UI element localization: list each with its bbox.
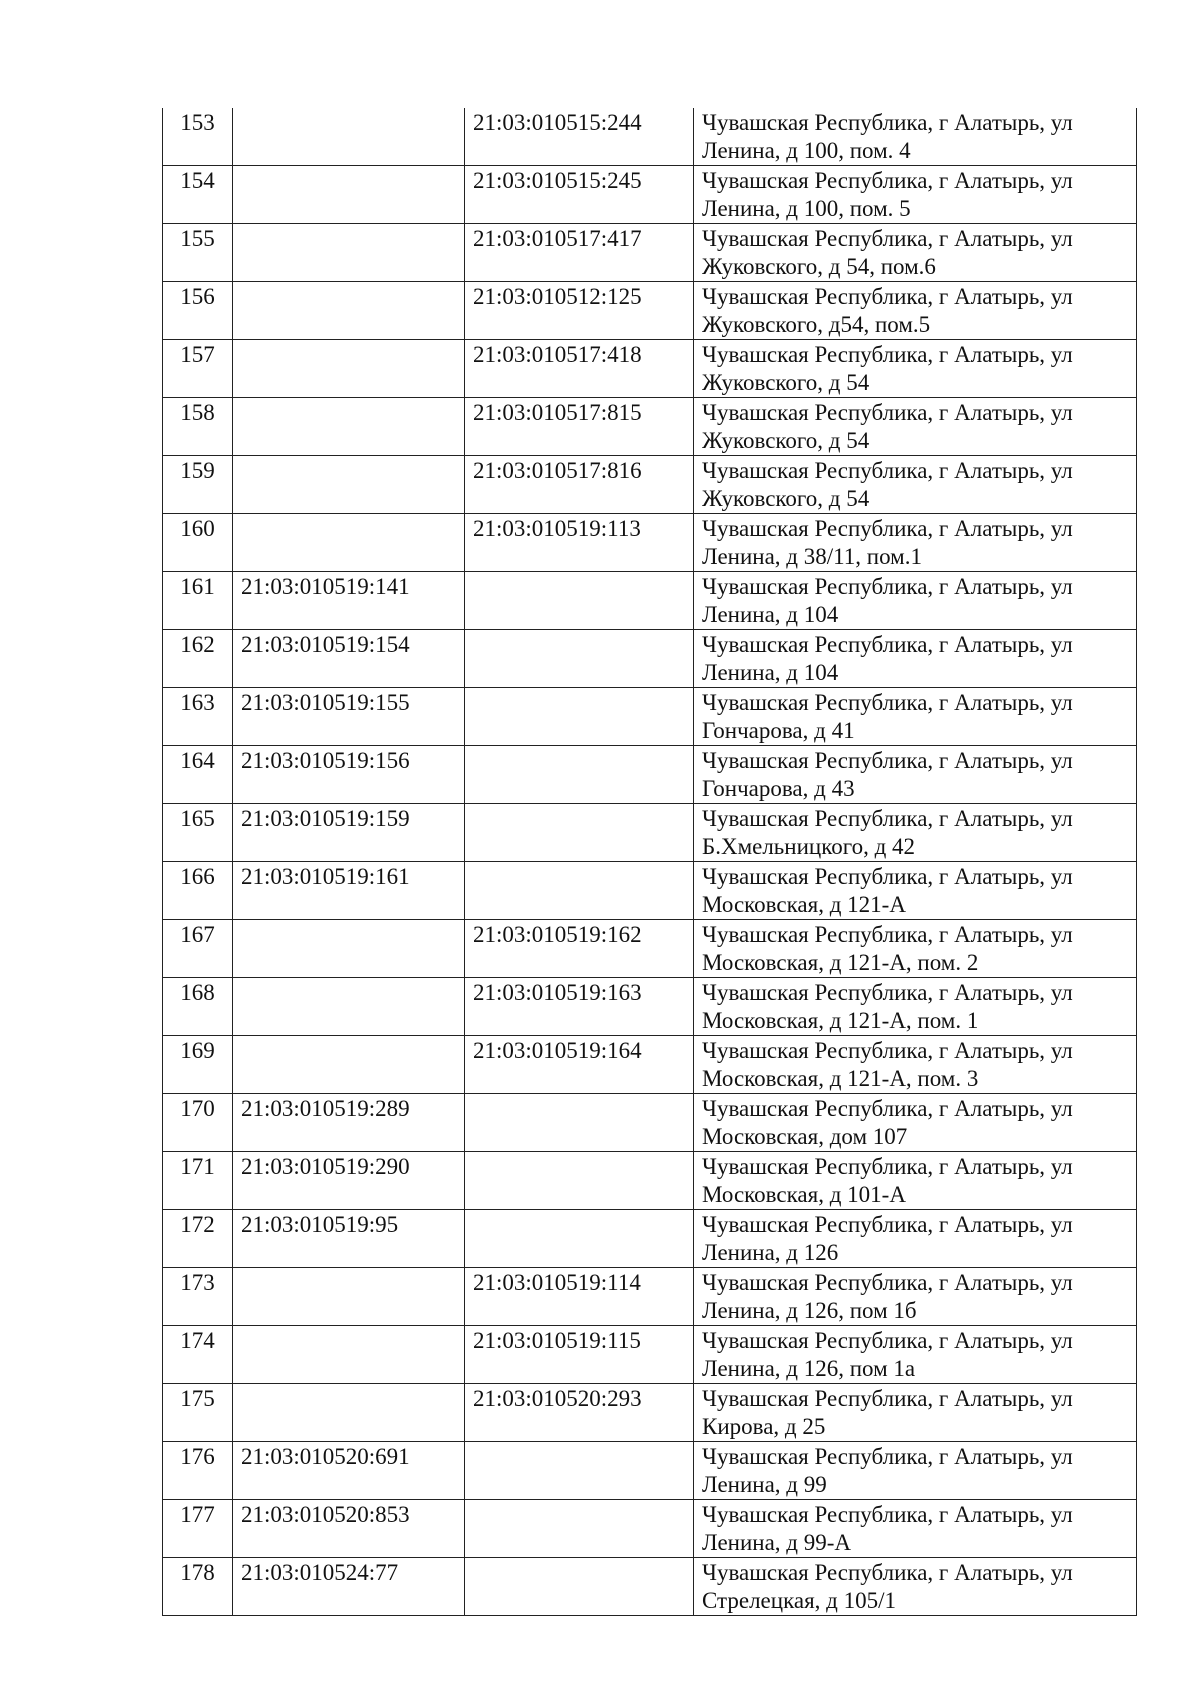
address-cell (694, 978, 1137, 1036)
address-cell (694, 746, 1137, 804)
table-row (163, 166, 1137, 224)
premise-cadastral-number-cell (465, 688, 694, 746)
row-number-cell: 178 (163, 1558, 233, 1616)
address-line: Жуковского, д 54 (702, 370, 870, 395)
premise-cadastral-number-cell (465, 1558, 694, 1616)
premise-cadastral-number-cell: 21:03:010519:113 (465, 514, 694, 572)
table-row (163, 920, 1137, 978)
address-cell (694, 804, 1137, 862)
table-row (163, 1152, 1137, 1210)
premise-cadastral-number-cell (465, 1500, 694, 1558)
address-line: Чувашская Республика, г Алатырь, ул (702, 168, 1073, 193)
address-line: Московская, д 121-А, пом. 1 (702, 1008, 979, 1033)
address-line: Ленина, д 126, пом 1а (702, 1356, 916, 1381)
address-line: Чувашская Республика, г Алатырь, ул (702, 400, 1073, 425)
land-cadastral-number-cell (233, 456, 465, 514)
land-cadastral-number-cell: 21:03:010519:154 (233, 630, 465, 688)
row-number-cell: 175 (163, 1384, 233, 1442)
land-cadastral-number-cell: 21:03:010519:290 (233, 1152, 465, 1210)
table-row (163, 978, 1137, 1036)
row-number-cell: 177 (163, 1500, 233, 1558)
address-line: Ленина, д 104 (702, 660, 839, 685)
premise-cadastral-number-cell (465, 572, 694, 630)
land-cadastral-number-cell (233, 340, 465, 398)
row-number-cell: 176 (163, 1442, 233, 1500)
table-row (163, 1442, 1137, 1500)
row-number-cell: 163 (163, 688, 233, 746)
land-cadastral-number-cell: 21:03:010519:289 (233, 1094, 465, 1152)
land-cadastral-number-cell: 21:03:010520:691 (233, 1442, 465, 1500)
address-line: Стрелецкая, д 105/1 (702, 1588, 897, 1613)
address-line: Чувашская Республика, г Алатырь, ул (702, 1212, 1073, 1237)
table-row (163, 804, 1137, 862)
row-number-cell: 162 (163, 630, 233, 688)
table-row (163, 1558, 1137, 1616)
address-line: Чувашская Республика, г Алатырь, ул (702, 632, 1073, 657)
premise-cadastral-number-cell: 21:03:010519:115 (465, 1326, 694, 1384)
address-line: Чувашская Республика, г Алатырь, ул (702, 1038, 1073, 1063)
property-register-table (162, 108, 1137, 1616)
address-line: Чувашская Республика, г Алатырь, ул (702, 1386, 1073, 1411)
address-line: Ленина, д 100, пом. 4 (702, 138, 911, 163)
row-number-cell: 171 (163, 1152, 233, 1210)
premise-cadastral-number-cell (465, 1442, 694, 1500)
premise-cadastral-number-cell: 21:03:010517:816 (465, 456, 694, 514)
land-cadastral-number-cell (233, 1036, 465, 1094)
table-row (163, 572, 1137, 630)
table-row (163, 1036, 1137, 1094)
land-cadastral-number-cell: 21:03:010519:155 (233, 688, 465, 746)
table-row (163, 746, 1137, 804)
address-line: Чувашская Республика, г Алатырь, ул (702, 574, 1073, 599)
row-number-cell: 173 (163, 1268, 233, 1326)
premise-cadastral-number-cell (465, 1094, 694, 1152)
table-row (163, 282, 1137, 340)
address-cell (694, 1036, 1137, 1094)
address-line: Ленина, д 104 (702, 602, 839, 627)
address-line: Чувашская Республика, г Алатырь, ул (702, 458, 1073, 483)
address-line: Гончарова, д 43 (702, 776, 855, 801)
address-line: Московская, дом 107 (702, 1124, 908, 1149)
land-cadastral-number-cell (233, 1268, 465, 1326)
address-cell (694, 340, 1137, 398)
address-cell (694, 1384, 1137, 1442)
address-cell (694, 398, 1137, 456)
address-cell (694, 688, 1137, 746)
land-cadastral-number-cell (233, 514, 465, 572)
row-number-cell: 160 (163, 514, 233, 572)
table-row (163, 1268, 1137, 1326)
land-cadastral-number-cell (233, 166, 465, 224)
row-number-cell: 158 (163, 398, 233, 456)
address-cell (694, 572, 1137, 630)
address-cell (694, 1442, 1137, 1500)
address-line: Чувашская Республика, г Алатырь, ул (702, 342, 1073, 367)
table-row (163, 456, 1137, 514)
premise-cadastral-number-cell (465, 862, 694, 920)
address-cell (694, 166, 1137, 224)
address-line: Б.Хмельницкого, д 42 (702, 834, 916, 859)
row-number-cell: 169 (163, 1036, 233, 1094)
land-cadastral-number-cell (233, 978, 465, 1036)
land-cadastral-number-cell (233, 398, 465, 456)
premise-cadastral-number-cell: 21:03:010519:162 (465, 920, 694, 978)
land-cadastral-number-cell (233, 282, 465, 340)
table-row (163, 1094, 1137, 1152)
table-row (163, 514, 1137, 572)
register-table-body (163, 108, 1137, 1616)
address-line: Ленина, д 100, пом. 5 (702, 196, 911, 221)
address-line: Гончарова, д 41 (702, 718, 855, 743)
row-number-cell: 168 (163, 978, 233, 1036)
address-line: Ленина, д 126 (702, 1240, 839, 1265)
land-cadastral-number-cell: 21:03:010519:95 (233, 1210, 465, 1268)
address-line: Чувашская Республика, г Алатырь, ул (702, 1328, 1073, 1353)
address-cell (694, 108, 1137, 166)
address-cell (694, 1152, 1137, 1210)
address-line: Чувашская Республика, г Алатырь, ул (702, 922, 1073, 947)
premise-cadastral-number-cell: 21:03:010512:125 (465, 282, 694, 340)
address-line: Жуковского, д 54 (702, 428, 870, 453)
premise-cadastral-number-cell: 21:03:010517:417 (465, 224, 694, 282)
table-row (163, 1210, 1137, 1268)
address-cell (694, 282, 1137, 340)
row-number-cell: 159 (163, 456, 233, 514)
land-cadastral-number-cell (233, 920, 465, 978)
table-row (163, 398, 1137, 456)
address-line: Чувашская Республика, г Алатырь, ул (702, 806, 1073, 831)
address-cell (694, 862, 1137, 920)
address-line: Чувашская Республика, г Алатырь, ул (702, 110, 1073, 135)
address-line: Чувашская Республика, г Алатырь, ул (702, 748, 1073, 773)
address-line: Ленина, д 99 (702, 1472, 827, 1497)
premise-cadastral-number-cell: 21:03:010515:245 (465, 166, 694, 224)
address-line: Московская, д 101-А (702, 1182, 906, 1207)
table-row (163, 1384, 1137, 1442)
address-line: Кирова, д 25 (702, 1414, 826, 1439)
premise-cadastral-number-cell (465, 746, 694, 804)
address-cell (694, 1268, 1137, 1326)
premise-cadastral-number-cell (465, 1152, 694, 1210)
address-line: Жуковского, д54, пом.5 (702, 312, 931, 337)
row-number-cell: 161 (163, 572, 233, 630)
address-cell (694, 1558, 1137, 1616)
row-number-cell: 166 (163, 862, 233, 920)
address-cell (694, 1094, 1137, 1152)
row-number-cell: 170 (163, 1094, 233, 1152)
land-cadastral-number-cell: 21:03:010519:161 (233, 862, 465, 920)
table-row (163, 1326, 1137, 1384)
address-line: Чувашская Республика, г Алатырь, ул (702, 1270, 1073, 1295)
land-cadastral-number-cell: 21:03:010520:853 (233, 1500, 465, 1558)
premise-cadastral-number-cell: 21:03:010517:815 (465, 398, 694, 456)
address-line: Чувашская Республика, г Алатырь, ул (702, 284, 1073, 309)
row-number-cell: 157 (163, 340, 233, 398)
address-cell (694, 920, 1137, 978)
premise-cadastral-number-cell: 21:03:010519:164 (465, 1036, 694, 1094)
row-number-cell: 153 (163, 108, 233, 166)
table-row (163, 862, 1137, 920)
table-row (163, 630, 1137, 688)
row-number-cell: 174 (163, 1326, 233, 1384)
address-cell (694, 1326, 1137, 1384)
land-cadastral-number-cell (233, 1326, 465, 1384)
land-cadastral-number-cell: 21:03:010524:77 (233, 1558, 465, 1616)
address-line: Чувашская Республика, г Алатырь, ул (702, 226, 1073, 251)
address-line: Московская, д 121-А, пом. 3 (702, 1066, 979, 1091)
address-line: Чувашская Республика, г Алатырь, ул (702, 516, 1073, 541)
address-line: Чувашская Республика, г Алатырь, ул (702, 1096, 1073, 1121)
premise-cadastral-number-cell: 21:03:010517:418 (465, 340, 694, 398)
premise-cadastral-number-cell: 21:03:010520:293 (465, 1384, 694, 1442)
address-cell (694, 1500, 1137, 1558)
row-number-cell: 164 (163, 746, 233, 804)
address-cell (694, 224, 1137, 282)
table-row (163, 224, 1137, 282)
address-line: Жуковского, д 54 (702, 486, 870, 511)
address-line: Чувашская Республика, г Алатырь, ул (702, 1154, 1073, 1179)
address-line: Ленина, д 126, пом 1б (702, 1298, 917, 1323)
address-line: Чувашская Республика, г Алатырь, ул (702, 1444, 1073, 1469)
table-row (163, 688, 1137, 746)
land-cadastral-number-cell: 21:03:010519:156 (233, 746, 465, 804)
row-number-cell: 165 (163, 804, 233, 862)
address-line: Московская, д 121-А, пом. 2 (702, 950, 979, 975)
land-cadastral-number-cell (233, 108, 465, 166)
address-line: Чувашская Республика, г Алатырь, ул (702, 1502, 1073, 1527)
row-number-cell: 167 (163, 920, 233, 978)
land-cadastral-number-cell: 21:03:010519:159 (233, 804, 465, 862)
premise-cadastral-number-cell (465, 1210, 694, 1268)
row-number-cell: 155 (163, 224, 233, 282)
table-row (163, 1500, 1137, 1558)
premise-cadastral-number-cell: 21:03:010519:114 (465, 1268, 694, 1326)
address-line: Ленина, д 99-А (702, 1530, 852, 1555)
premise-cadastral-number-cell (465, 630, 694, 688)
land-cadastral-number-cell: 21:03:010519:141 (233, 572, 465, 630)
address-cell (694, 1210, 1137, 1268)
premise-cadastral-number-cell (465, 804, 694, 862)
row-number-cell: 154 (163, 166, 233, 224)
row-number-cell: 156 (163, 282, 233, 340)
table-row (163, 108, 1137, 166)
address-line: Московская, д 121-А (702, 892, 906, 917)
address-line: Чувашская Республика, г Алатырь, ул (702, 864, 1073, 889)
address-cell (694, 630, 1137, 688)
land-cadastral-number-cell (233, 1384, 465, 1442)
address-line: Чувашская Республика, г Алатырь, ул (702, 690, 1073, 715)
address-line: Чувашская Республика, г Алатырь, ул (702, 1560, 1073, 1585)
row-number-cell: 172 (163, 1210, 233, 1268)
table-row (163, 340, 1137, 398)
premise-cadastral-number-cell: 21:03:010519:163 (465, 978, 694, 1036)
address-cell (694, 514, 1137, 572)
premise-cadastral-number-cell: 21:03:010515:244 (465, 108, 694, 166)
address-line: Жуковского, д 54, пом.6 (702, 254, 936, 279)
address-line: Ленина, д 38/11, пом.1 (702, 544, 922, 569)
address-cell (694, 456, 1137, 514)
land-cadastral-number-cell (233, 224, 465, 282)
address-line: Чувашская Республика, г Алатырь, ул (702, 980, 1073, 1005)
